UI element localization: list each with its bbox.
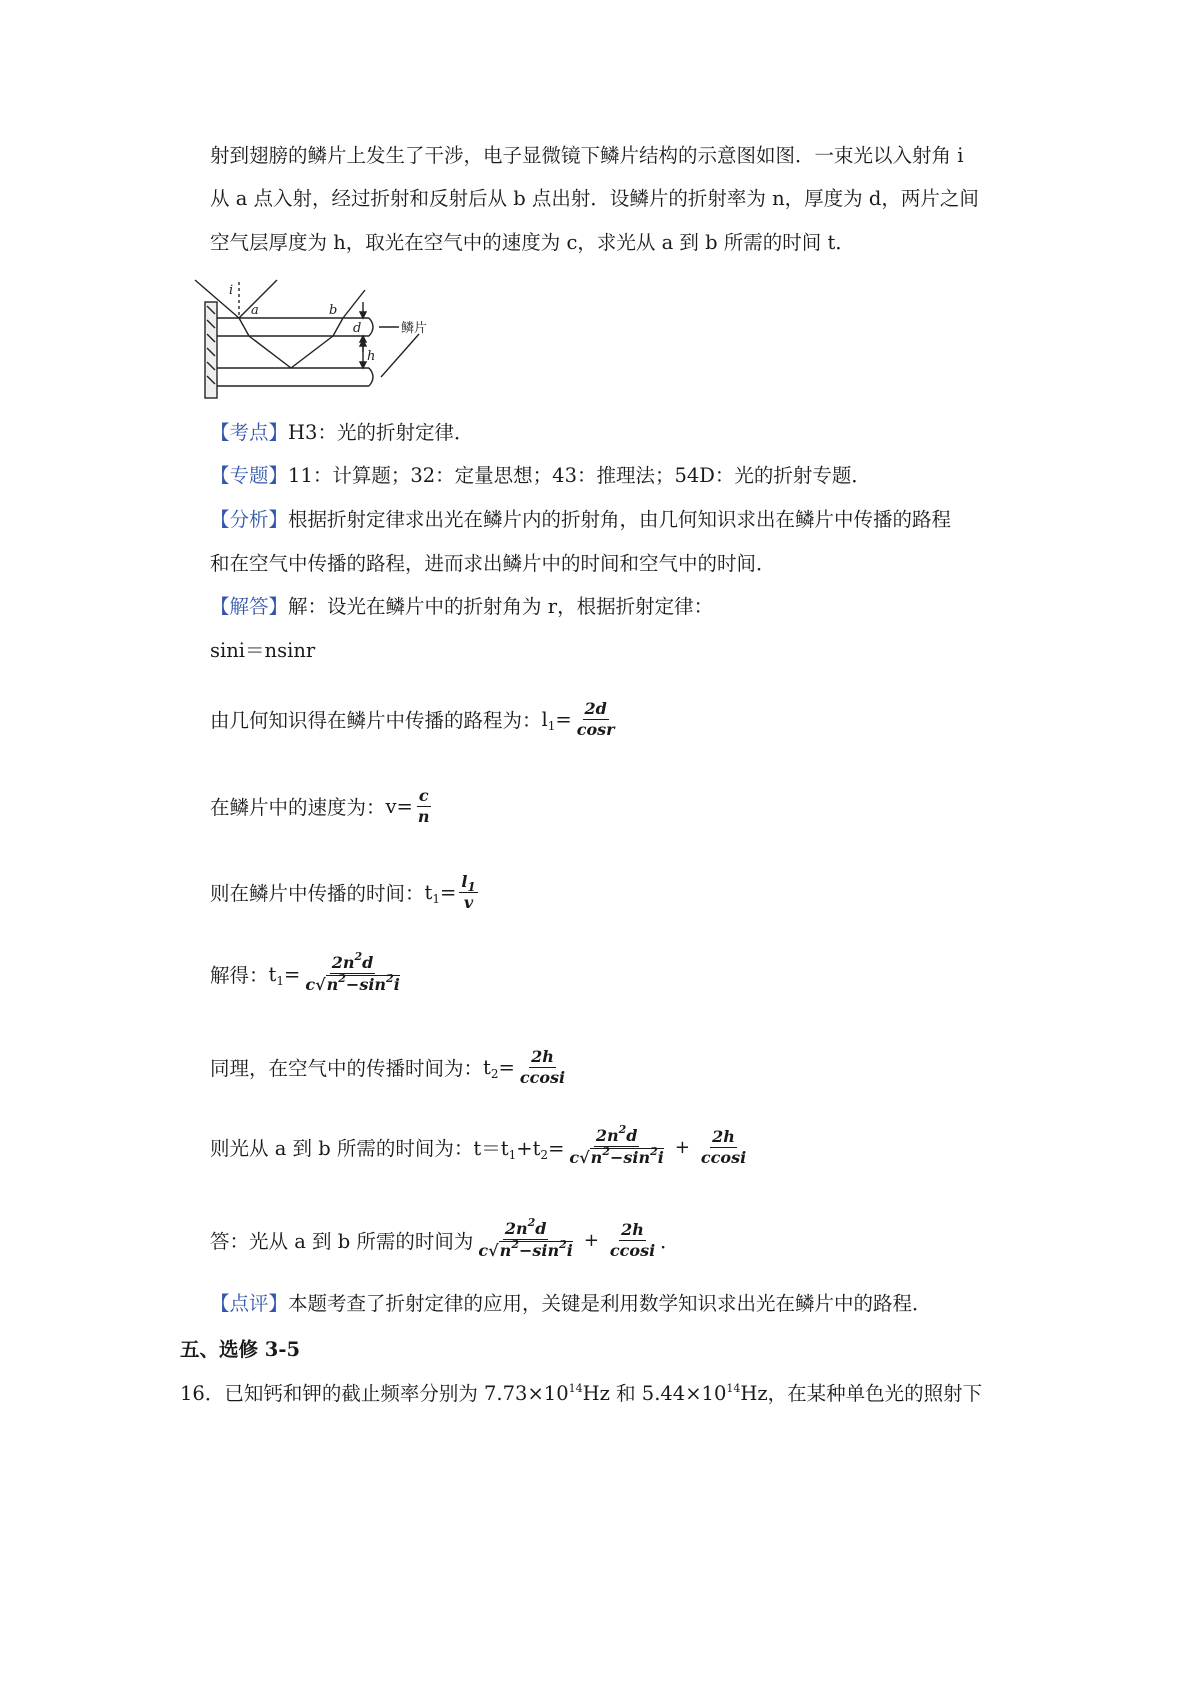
eq-t2-fraction: $\frac{2h}{ccosi}$ xyxy=(519,1046,566,1087)
eq-total xyxy=(210,1123,751,1171)
fenxi-tag: 【分析】 xyxy=(210,508,289,531)
eq-total-text: 则光从 a 到 b 所需的时间为： xyxy=(210,1137,474,1160)
eq-t1-text: 则在鳞片中传播的时间： xyxy=(210,882,425,905)
label-b: b xyxy=(329,303,338,318)
dianping-line xyxy=(210,1291,932,1317)
kaodian-line xyxy=(210,420,473,446)
eq-path xyxy=(210,697,620,741)
answer-period: ． xyxy=(660,1230,680,1253)
eq-total-fraction-2: $\frac{2h}{ccosi}$ xyxy=(700,1126,747,1167)
eq-solve-lhs: $t_1=$ xyxy=(268,962,301,988)
label-scale: 鳞片 xyxy=(401,321,428,336)
question-16: 16．已知钙和钾的截止频率分别为 $7.73\times 10^{14}Hz$ 和 $5.44\times 10^{14}Hz$，在某种单色光的照射下 xyxy=(180,1382,983,1405)
eq-total-plus: + xyxy=(674,1136,690,1158)
label-i: i xyxy=(229,283,234,298)
dianping-tag: 【点评】 xyxy=(210,1292,289,1315)
eq-t2-lhs: $t_2=$ xyxy=(483,1055,515,1081)
jieda-line xyxy=(210,594,713,620)
eq-speed-fraction: $\frac{c}{n}$ xyxy=(417,785,430,826)
snell-law: sini＝nsinr xyxy=(210,639,316,662)
eq-solve-text: 解得： xyxy=(210,964,269,987)
fenxi-line-1 xyxy=(210,507,951,533)
problem-line-1: 射到翅膀的鳞片上发生了干涉，电子显微镜下鳞片结构的示意图如图．一束光以入射角 i xyxy=(210,144,964,167)
label-h: h xyxy=(367,349,376,364)
eq-solve xyxy=(210,950,405,998)
fenxi-text-1: 根据折射定律求出光在鳞片内的折射角，由几何知识求出在鳞片中传播的路程 xyxy=(288,508,952,531)
problem-line-3: 空气层厚度为 h，取光在空气中的速度为 c，求光从 a 到 b 所需的时间 t． xyxy=(210,231,855,254)
answer-plus: + xyxy=(583,1229,599,1251)
section-heading: 五、选修 3-5 xyxy=(180,1338,301,1361)
eq-t2-text: 同理，在空气中的传播时间为： xyxy=(210,1057,484,1080)
answer-text: 答：光从 a 到 b 所需的时间为 xyxy=(210,1230,474,1253)
label-d: d xyxy=(353,321,362,336)
answer-fraction-2: $\frac{2h}{ccosi}$ xyxy=(609,1219,656,1260)
fenxi-line-2: 和在空气中传播的路程，进而求出鳞片中的时间和空气中的时间． xyxy=(210,552,776,575)
eq-path-text: 由几何知识得在鳞片中传播的路程为： xyxy=(210,709,542,732)
eq-speed-text: 在鳞片中的速度为： xyxy=(210,796,386,819)
jieda-text: 解：设光在鳞片中的折射角为 r，根据折射定律： xyxy=(288,595,714,618)
zhuanti-tag: 【专题】 xyxy=(210,464,289,487)
zhuanti-line xyxy=(210,463,871,489)
scale-structure-figure xyxy=(193,272,483,406)
problem-line-2: 从 a 点入射，经过折射和反射后从 b 点出射．设鳞片的折射率为 n，厚度为 d，两片之间 xyxy=(210,187,979,210)
eq-speed xyxy=(210,784,435,828)
eq-path-fraction: $\frac{2d}{\cos r}$ xyxy=(576,698,615,739)
eq-t1-lhs: $t_1=$ xyxy=(424,880,457,906)
eq-t1-fraction: $\frac{l_1}{v}$ xyxy=(461,871,476,912)
jieda-tag: 【解答】 xyxy=(210,595,289,618)
label-a: a xyxy=(251,303,259,318)
answer-fraction-1: $\frac{2n^2d}{c√n^2-\sin^2i}$ xyxy=(478,1216,573,1260)
eq-total-lhs: $t=t_1+t_2=$ xyxy=(473,1137,565,1162)
answer-line xyxy=(210,1216,680,1264)
eq-total-fraction-1: $\frac{2n^2d}{c√n^2-\sin^2i}$ xyxy=(569,1123,664,1167)
kaodian-text: H3：光的折射定律． xyxy=(288,421,474,444)
eq-t2 xyxy=(210,1045,570,1089)
eq-solve-fraction: $\frac{2n^2d}{c√n^2-\sin^2i}$ xyxy=(305,950,400,994)
eq-speed-lhs: v= xyxy=(385,794,413,818)
eq-t1 xyxy=(210,870,481,914)
kaodian-tag: 【考点】 xyxy=(210,421,289,444)
zhuanti-text: 11：计算题；32：定量思想；43：推理法；54D：光的折射专题． xyxy=(288,464,871,487)
dianping-text: 本题考查了折射定律的应用，关键是利用数学知识求出光在鳞片中的路程． xyxy=(288,1292,932,1315)
eq-path-lhs: $l_1=$ xyxy=(541,707,572,733)
